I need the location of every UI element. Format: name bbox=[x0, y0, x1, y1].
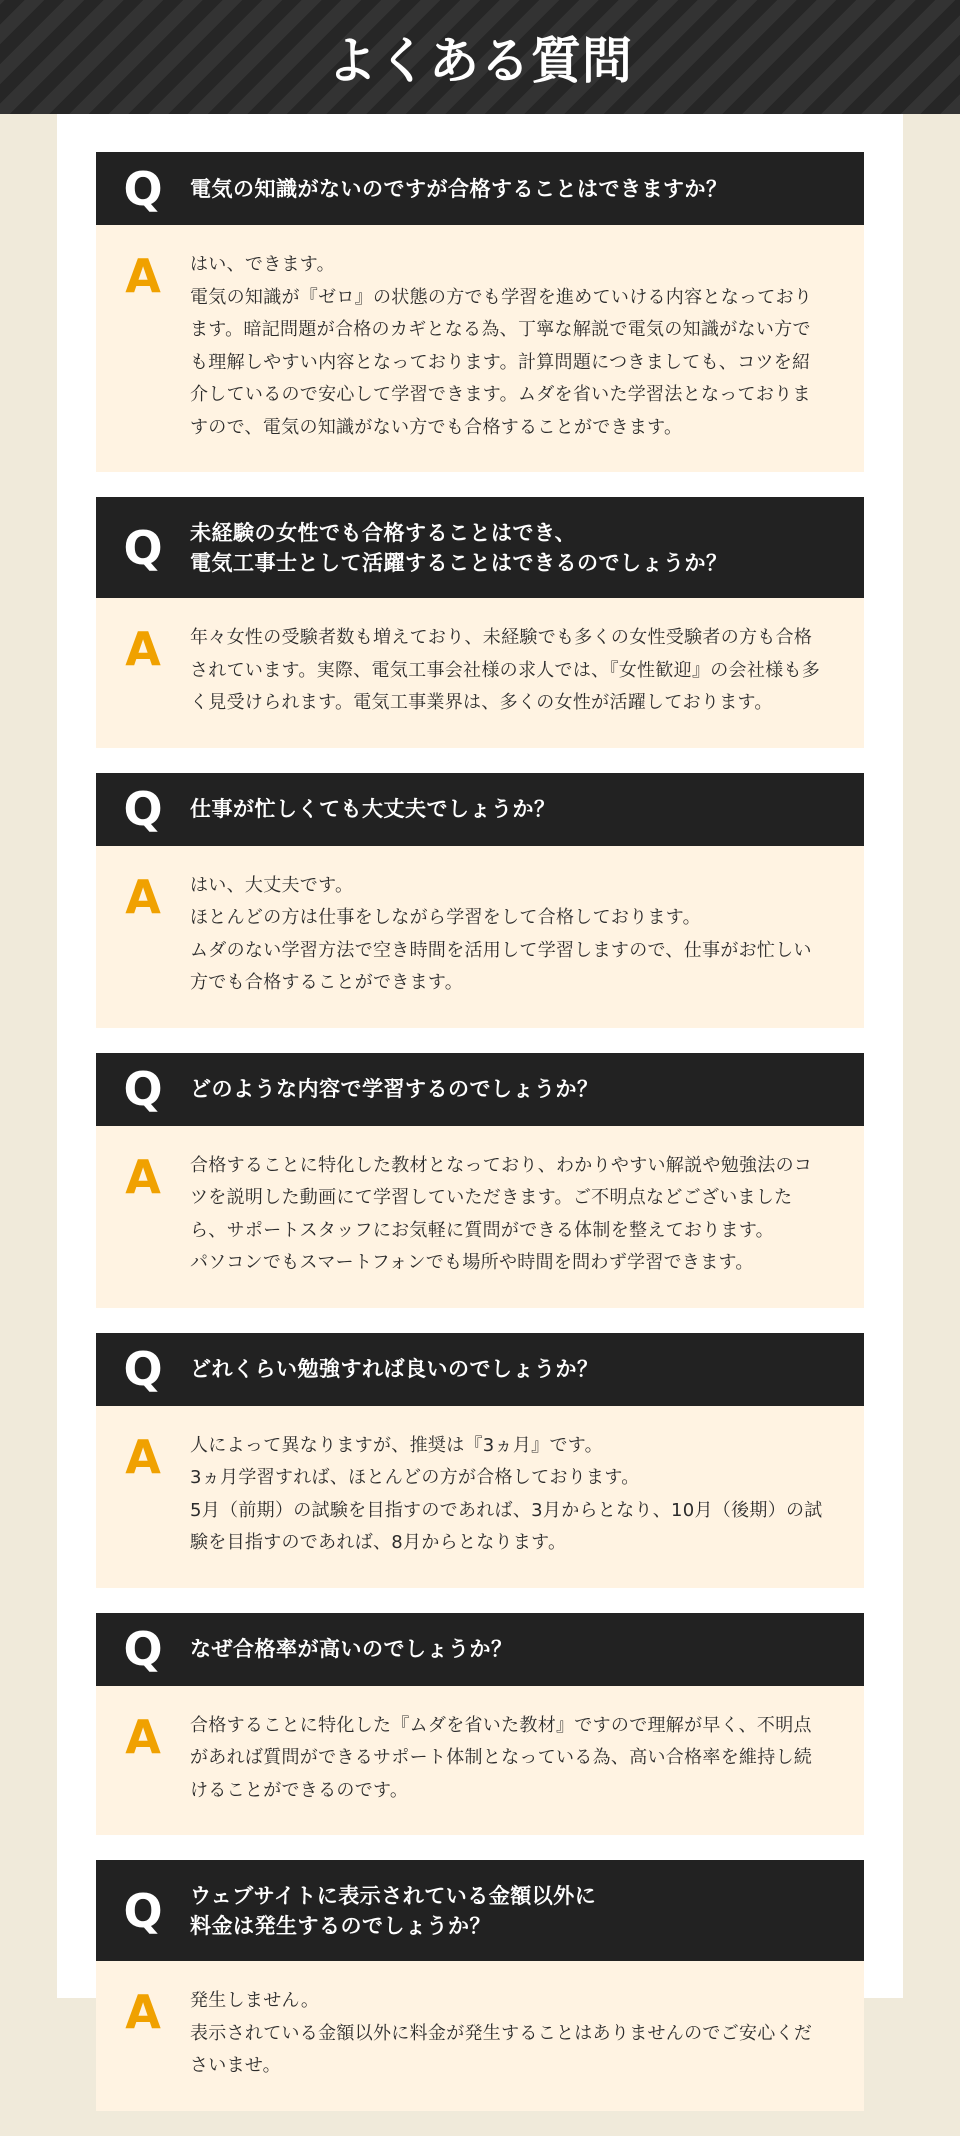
a-mark-icon: A bbox=[125, 1985, 161, 2039]
faq-question-row bbox=[96, 1333, 864, 1406]
faq-answer-text: 合格することに特化した教材となっており、わかりやすい解説や勉強法のコツを説明した動画にて学習していただきます。ご不明点などございましたら、サポートスタッフにお気軽に質問ができる体制を整えております。 パソコンでもスマートフォンでも場所や時間を問わず学習できます。 bbox=[190, 1154, 813, 1273]
q-mark-icon: Q bbox=[123, 1622, 163, 1676]
faq-answer-row bbox=[96, 1961, 864, 2111]
page-title: よくある質問 bbox=[327, 32, 633, 90]
faq-question-text: 電気の知識がないのですが合格することはできますか？ bbox=[190, 176, 728, 201]
page-header bbox=[0, 0, 960, 114]
a-mark-icon: A bbox=[125, 1149, 161, 1204]
faq-question-text: どのような内容で学習するのでしょうか？ bbox=[190, 1077, 599, 1101]
faq-answer-row bbox=[96, 1686, 864, 1836]
faq-question-row bbox=[96, 773, 864, 846]
a-mark-icon: A bbox=[125, 249, 161, 303]
faq-answer-row bbox=[96, 846, 864, 1028]
faq-item bbox=[96, 497, 864, 748]
content-panel bbox=[57, 114, 903, 2076]
faq-answer-text: はい、できます。 電気の知識が『ゼロ』の状態の方でも学習を進めていける内容となっております。暗記問題が合格のカギとなる為、丁寧な解説で電気の知識がない方でも理解しやすい内容となっております。計算問題につきましても、コツを紹介しているので安心して学習できます。ムダを省いた学習法となっておりますので、電気の知識がない方でも合格することができます。 bbox=[190, 254, 813, 438]
q-mark-icon: Q bbox=[123, 520, 163, 575]
faq-question-row bbox=[96, 1860, 864, 1961]
faq-item bbox=[96, 1860, 864, 2111]
faq-item bbox=[96, 152, 864, 472]
faq-question-text: 仕事が忙しくても大丈夫でしょうか？ bbox=[190, 797, 556, 821]
q-mark-icon: Q bbox=[123, 1342, 163, 1396]
faq-item bbox=[96, 1053, 864, 1308]
faq-answer-text: はい、大丈夫です。 ほとんどの方は仕事をしながら学習をして合格しております。 ムダのない学習方法で空き時間を活用して学習しますので、仕事がお忙しい方でも合格することができます。 bbox=[190, 874, 812, 993]
a-mark-icon: A bbox=[125, 622, 161, 676]
a-mark-icon: A bbox=[125, 1429, 161, 1484]
faq-answer-row bbox=[96, 1406, 864, 1588]
faq-question-text: 未経験の女性でも合格することはでき、 電気工事士として活躍することはできるのでしょうか？ bbox=[190, 520, 728, 575]
faq-answer-row bbox=[96, 225, 864, 472]
q-mark-icon: Q bbox=[123, 782, 163, 836]
faq-item bbox=[96, 1613, 864, 1836]
faq-question-row bbox=[96, 1053, 864, 1126]
faq-question-row bbox=[96, 1613, 864, 1686]
faq-answer-text: 発生しません。 表示されている金額以外に料金が発生することはありませんのでご安心くださいませ。 bbox=[190, 1990, 813, 2076]
faq-question-row bbox=[96, 497, 864, 598]
q-mark-icon: Q bbox=[123, 1883, 163, 1938]
faq-question-text: どれくらい勉強すれば良いのでしょうか？ bbox=[190, 1357, 599, 1381]
q-mark-icon: Q bbox=[123, 1062, 163, 1116]
faq-answer-text: 合格することに特化した『ムダを省いた教材』ですので理解が早く、不明点があれば質問ができるサポート体制となっている為、高い合格率を維持し続けることができるのです。 bbox=[190, 1714, 813, 1801]
q-mark-icon: Q bbox=[123, 161, 163, 216]
a-mark-icon: A bbox=[125, 1709, 161, 1764]
faq-item bbox=[96, 1333, 864, 1588]
faq-answer-row bbox=[96, 1126, 864, 1308]
faq-question-text: ウェブサイトに表示されている金額以外に 料金は発生するのでしょうか？ bbox=[190, 1883, 597, 1938]
a-mark-icon: A bbox=[125, 869, 161, 924]
faq-list bbox=[96, 152, 864, 2136]
faq-question-text: なぜ合格率が高いのでしょうか？ bbox=[190, 1637, 513, 1661]
faq-answer-row bbox=[96, 598, 864, 748]
faq-item bbox=[96, 773, 864, 1028]
faq-answer-text: 年々女性の受験者数も増えており、未経験でも多くの女性受験者の方も合格されています。実際、電気工事会社様の求人では、『女性歓迎』の会社様も多く見受けられます。電気工事業界は、多くの女性が活躍しております。 bbox=[190, 627, 821, 713]
faq-question-row bbox=[96, 152, 864, 225]
faq-answer-text: 人によって異なりますが、推奨は『3ヵ月』です。 3ヵ月学習すれば、ほとんどの方が合格しております。 5月（前期）の試験を目指すのであれば、3月からとなり、10月（後期）の試験を目指すのであれば、8月からとなります。 bbox=[190, 1434, 823, 1553]
